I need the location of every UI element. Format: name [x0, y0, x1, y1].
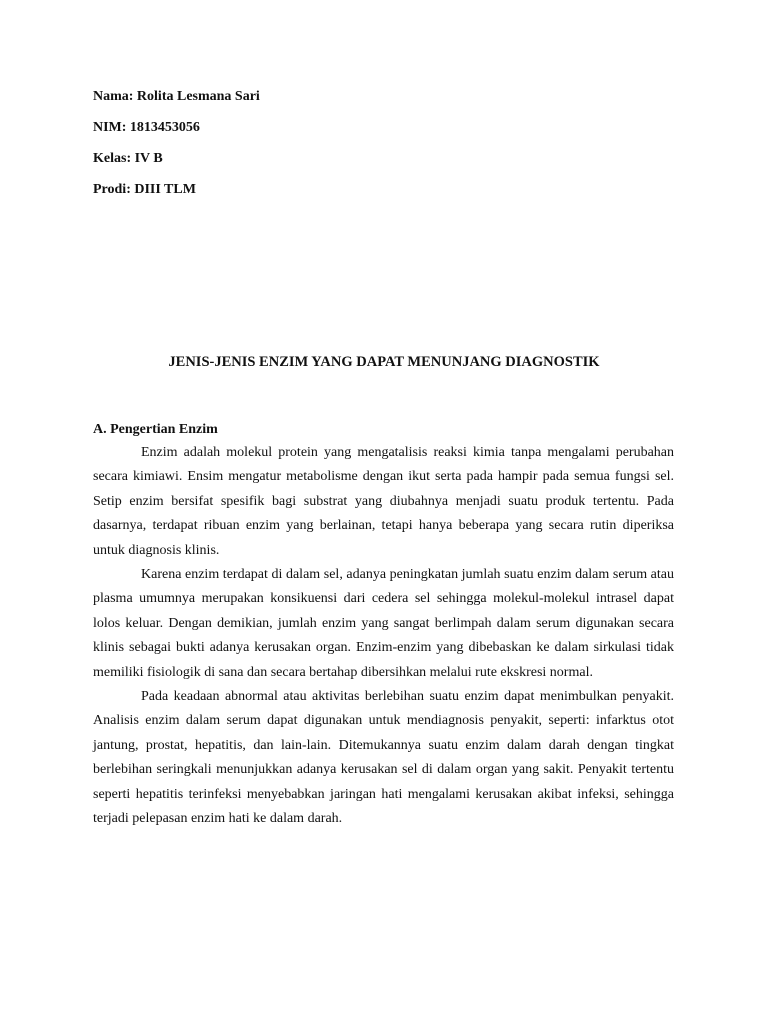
- paragraph-1: Enzim adalah molekul protein yang mengatalisis reaksi kimia tanpa mengalami perubahan secara kimiawi. Ensim mengatur metabolisme dengan ikut serta pada hampir pada semua fungsi sel. Setip enzim bersifat spesifik bagi substrat yang diubahnya menjadi suatu produk tertentu. Pada dasarnya, terdapat ribuan enzim yang berlainan, tetapi hanya beberapa yang secara rutin diperiksa untuk diagnosis klinis.: [93, 445, 674, 558]
- student-program: Prodi: DIII TLM: [93, 182, 196, 197]
- document-title: JENIS-JENIS ENZIM YANG DAPAT MENUNJANG DIAGNOSTIK: [168, 354, 600, 370]
- section-heading: A. Pengertian Enzim: [93, 422, 218, 437]
- student-class: Kelas: IV B: [93, 151, 163, 166]
- student-name: Nama: Rolita Lesmana Sari: [93, 89, 260, 104]
- paragraph-2: Karena enzim terdapat di dalam sel, adanya peningkatan jumlah suatu enzim dalam serum atau plasma umumnya merupakan konsikuensi dari cedera sel sehingga molekul-molekul intrasel dapat lolos keluar. Dengan demikian, jumlah enzim yang sangat berlimpah dalam serum digunakan secara klinis sebagai bukti adanya kerusakan organ. Enzim-enzim yang dibebaskan ke dalam sirkulasi tidak memiliki fisiologik di sana dan secara bertahap dibersihkan melalui rute ekskresi normal.: [93, 567, 674, 680]
- student-nim: NIM: 1813453056: [93, 120, 200, 135]
- student-info: [93, 87, 260, 211]
- section-pengertian-enzim: [93, 419, 674, 832]
- paragraph-3: Pada keadaan abnormal atau aktivitas berlebihan suatu enzim dapat menimbulkan penyakit. Analisis enzim dalam serum dapat digunakan untuk mendiagnosis penyakit, seperti: infarktus otot jantung, prostat, hepatitis, dan lain-lain. Ditemukannya suatu enzim dalam darah dengan tingkat berlebihan seringkali menunjukkan adanya kerusakan sel di dalam organ yang sakit. Penyakit tertentu seperti hepatitis terinfeksi menyebabkan jaringan hati mengalami kerusakan akibat infeksi, sehingga terjadi pelepasan enzim hati ke dalam darah.: [93, 689, 674, 827]
